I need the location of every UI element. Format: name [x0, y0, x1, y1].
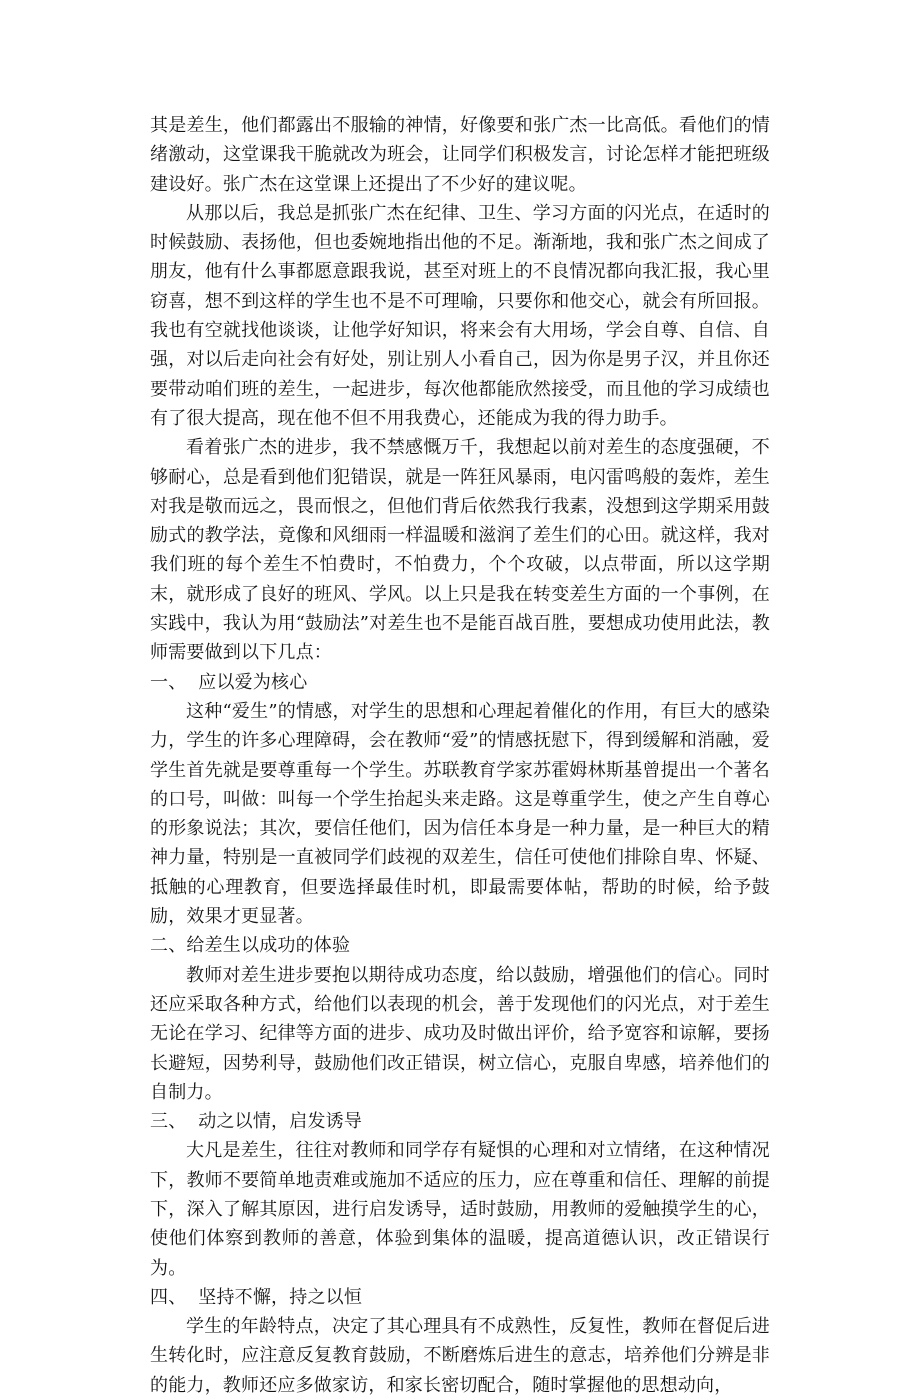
paragraph-5: 教师对差生进步要抱以期待成功态度，给以鼓励，增强他们的信心。同时还应采取各种方式，给他们以表现的机会，善于发现他们的闪光点，对于差生无论在学习、纪律等方面的进步、成功及时做出评价，给予宽容和谅解，要扬长避短，因势利导，鼓励他们改正错误，树立信心，克服自卑感，培养他们的自制力。: [150, 964, 770, 1103]
section-heading-4: 四、 坚持不懈，持之以恒: [150, 1286, 363, 1308]
paragraph-4: 这种“爱生”的情感，对学生的思想和心理起着催化的作用，有巨大的感染力，学生的许多心理障碍，会在教师“爱”的情感抚慰下，得到缓解和消融，爱学生首先就是要尊重每一个学生。苏联教育学家苏霍姆林斯基曾提出一个著名的口号，叫做：叫每一个学生抬起头来走路。这是尊重学生，使之产生自尊心的形象说法；其次，要信任他们，因为信任本身是一种力量，是一种巨大的精神力量，特别是一直被同学们歧视的双差生，信任可使他们排除自卑、怀疑、抵触的心理教育，但要选择最佳时机，即最需要体帖，帮助的时候，给予鼓励，效果才更显著。: [150, 700, 770, 928]
paragraph-3: 看着张广杰的进步，我不禁感慨万千，我想起以前对差生的态度强硬，不够耐心，总是看到他们犯错误，就是一阵狂风暴雨，电闪雷鸣般的轰炸，差生对我是敬而远之，畏而恨之，但他们背后依然我行我素，没想到这学期采用鼓励式的教学法，竟像和风细雨一样温暖和滋润了差生们的心田。就这样，我对我们班的每个差生不怕费时，不怕费力，个个攻破，以点带面，所以这学期末，就形成了良好的班风、学风。以上只是我在转变差生方面的一个事例，在实践中，我认为用“鼓励法”对差生也不是能百战百胜，要想成功使用此法，教师需要做到以下几点：: [150, 437, 770, 664]
document-body: [150, 111, 770, 1400]
section-heading-1: 一、 应以爱为核心: [150, 671, 308, 693]
paragraph-7: 学生的年龄特点，决定了其心理具有不成熟性，反复性，教师在督促后进生转化时，应注意反复教育鼓励，不断磨炼后进生的意志，培养他们分辨是非的能力，教师还应多做家访，和家长密切配合，随时掌握他的思想动向，: [150, 1316, 770, 1396]
section-heading-2: 二、给差生以成功的体验: [150, 935, 351, 957]
section-heading-3: 三、 动之以情，启发诱导: [150, 1111, 363, 1133]
paragraph-1: 其是差生，他们都露出不服输的神情，好像要和张广杰一比高低。看他们的情绪激动，这堂课我干脆就改为班会，让同学们积极发言，讨论怎样才能把班级建设好。张广杰在这堂课上还提出了不少好的建议呢。: [150, 115, 770, 195]
paragraph-6: 大凡是差生，往往对教师和同学存有疑惧的心理和对立情绪，在这种情况下，教师不要简单地责难或施加不适应的压力，应在尊重和信任、理解的前提下，深入了解其原因，进行启发诱导，适时鼓励，用教师的爱触摸学生的心，使他们体察到教师的善意，体验到集体的温暖，提高道德认识，改正错误行为。: [150, 1140, 770, 1279]
paragraph-2: 从那以后，我总是抓张广杰在纪律、卫生、学习方面的闪光点，在适时的时候鼓励、表扬他，但也委婉地指出他的不足。渐渐地，我和张广杰之间成了朋友，他有什么事都愿意跟我说，甚至对班上的不良情况都向我汇报，我心里窃喜，想不到这样的学生也不是不可理喻，只要你和他交心，就会有所回报。我也有空就找他谈谈，让他学好知识，将来会有大用场，学会自尊、自信、自强，对以后走向社会有好处，别让别人小看自己，因为你是男子汉，并且你还要带动咱们班的差生，一起进步，每次他都能欣然接受，而且他的学习成绩也有了很大提高，现在他不但不用我费心，还能成为我的得力助手。: [150, 202, 770, 429]
